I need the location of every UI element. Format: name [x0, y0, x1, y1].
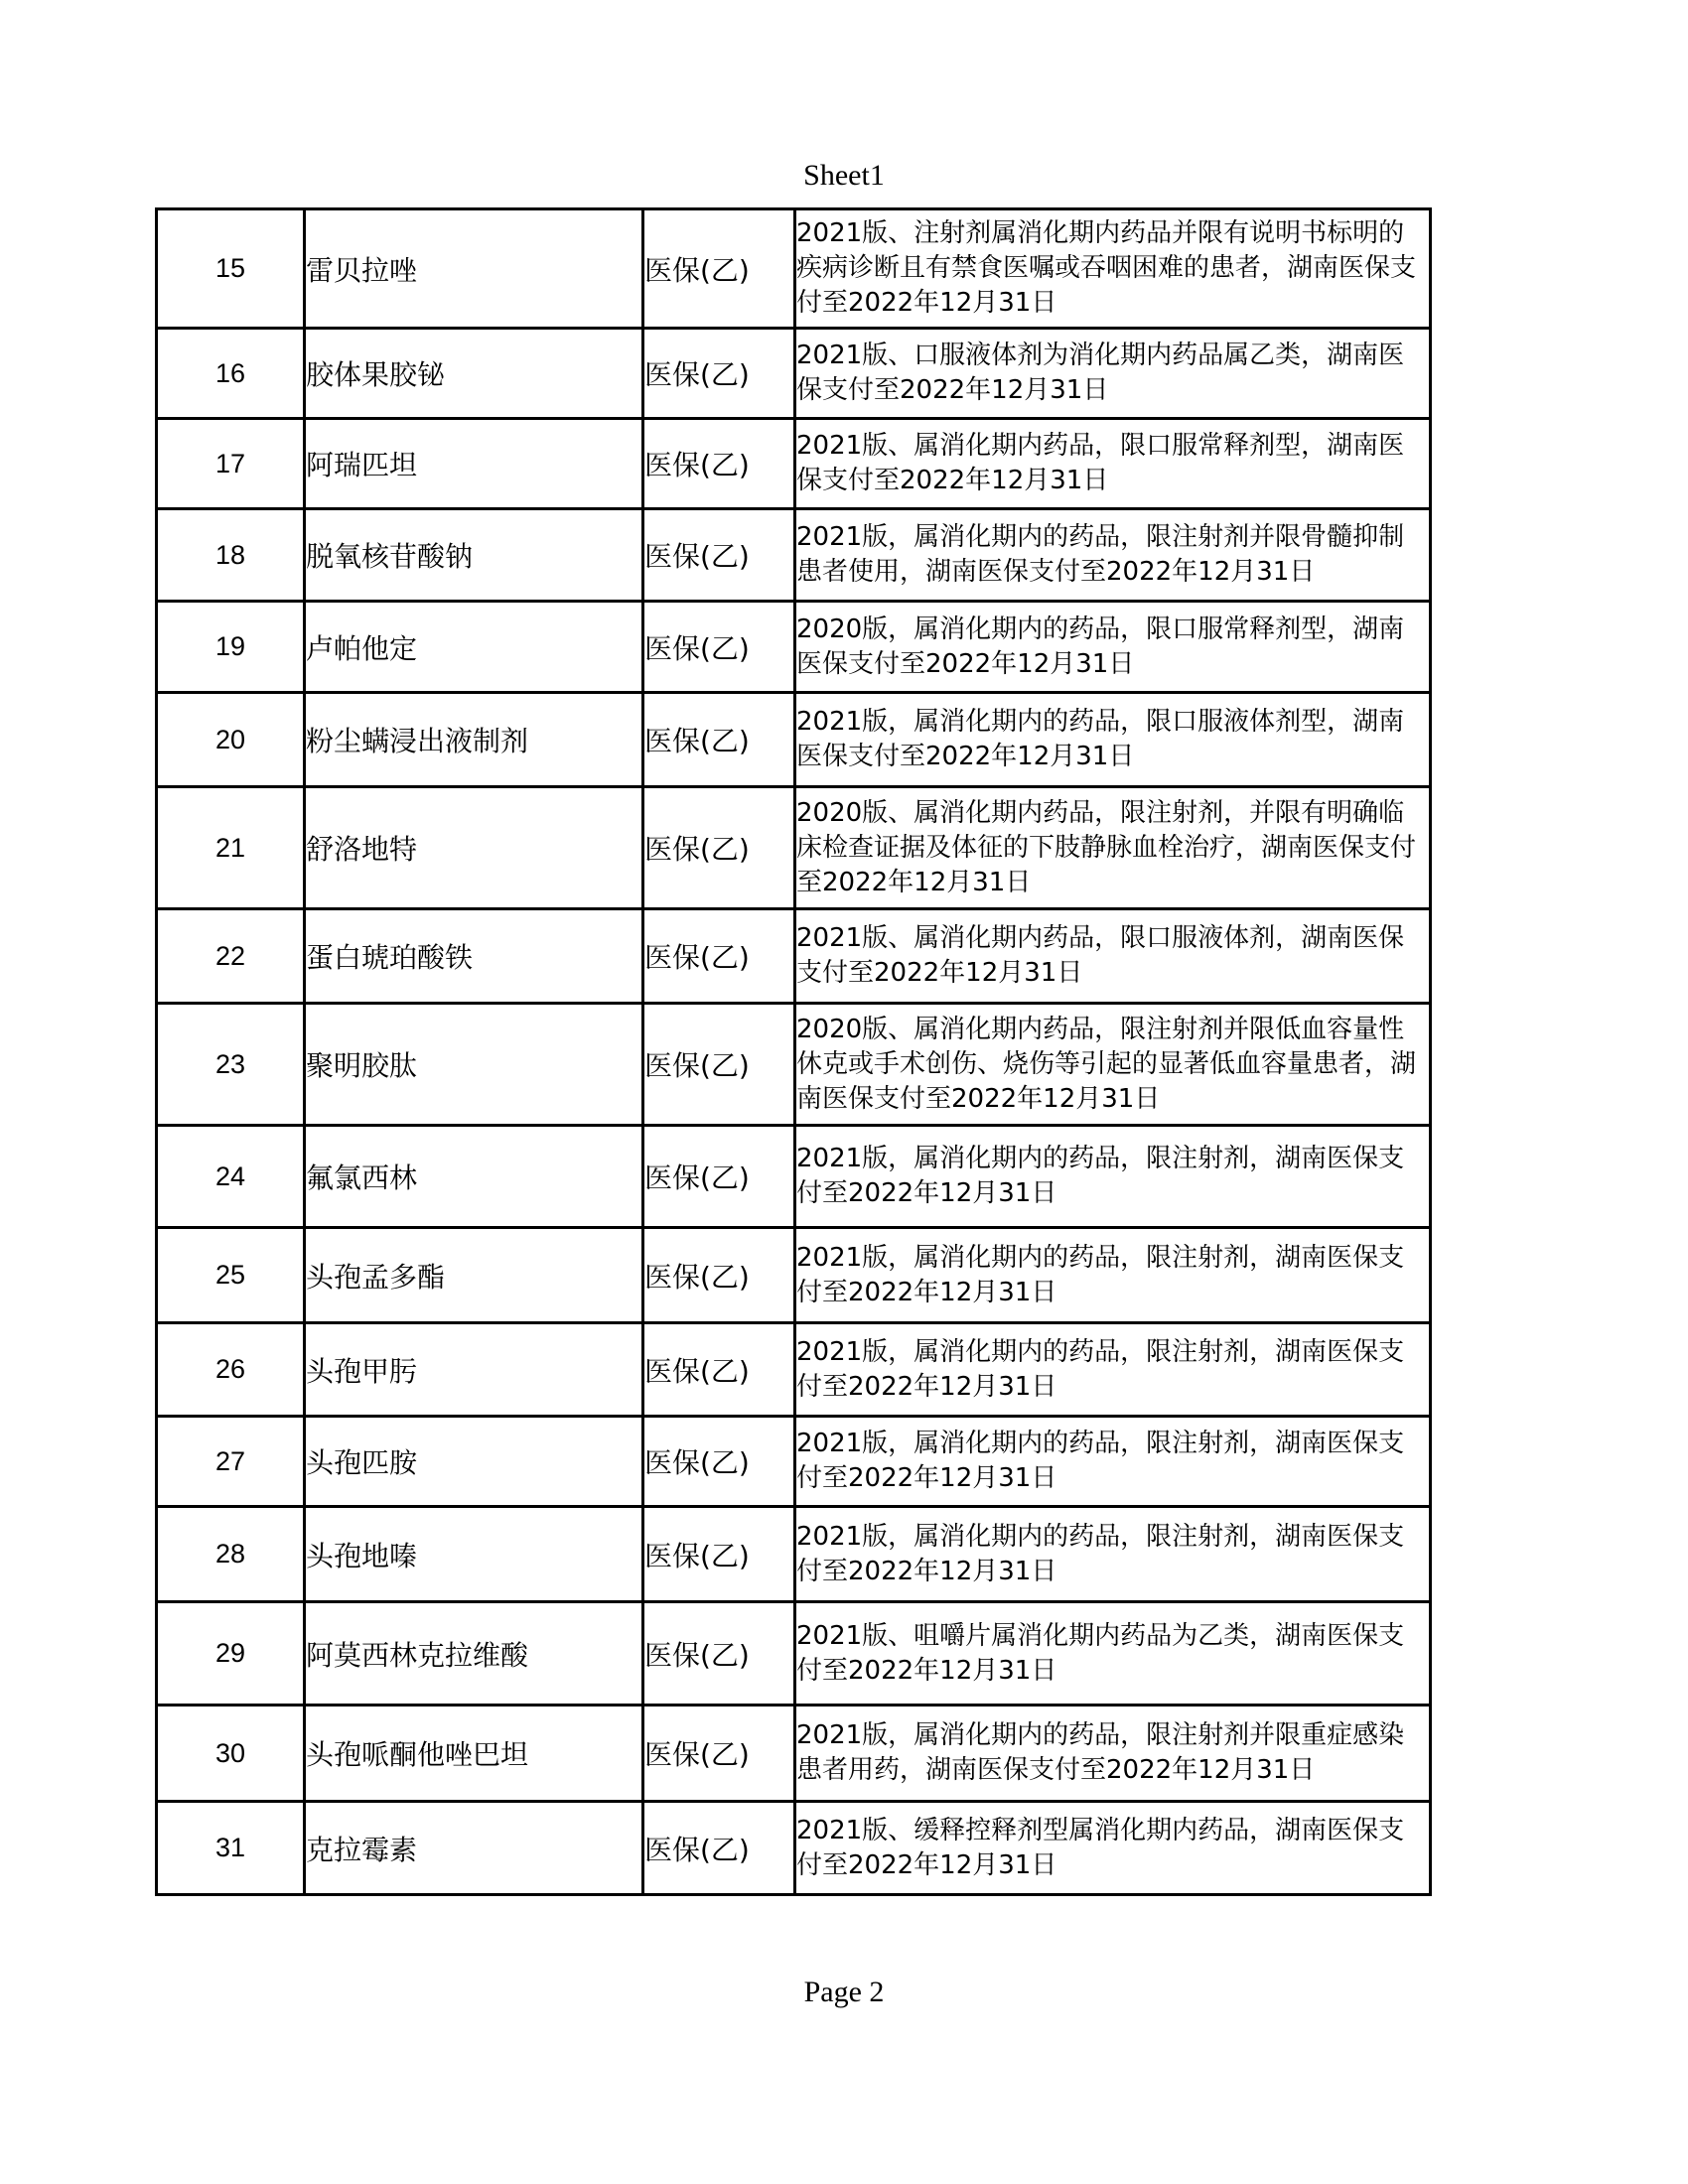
row-number: 23 [157, 1004, 305, 1126]
drug-table [155, 207, 1432, 1896]
insurance-category: 医保(乙) [643, 1602, 795, 1706]
drug-note: 2020版、属消化期内药品，限注射剂并限低血容量性休克或手术创伤、烧伤等引起的显著低血容量患者，湖南医保支付至2022年12月31日 [795, 1004, 1431, 1126]
table-row [157, 1004, 1431, 1126]
insurance-category: 医保(乙) [643, 209, 795, 329]
insurance-category: 医保(乙) [643, 1228, 795, 1323]
row-number: 25 [157, 1228, 305, 1323]
table-row [157, 602, 1431, 693]
table-row [157, 509, 1431, 602]
drug-name: 头孢孟多酯 [305, 1228, 643, 1323]
row-number: 15 [157, 209, 305, 329]
drug-note: 2021版、注射剂属消化期内药品并限有说明书标明的疾病诊断且有禁食医嘱或吞咽困难的患者，湖南医保支付至2022年12月31日 [795, 209, 1431, 329]
drug-note: 2021版，属消化期内的药品，限口服液体剂型，湖南医保支付至2022年12月31日 [795, 693, 1431, 787]
insurance-category: 医保(乙) [643, 693, 795, 787]
drug-name: 胶体果胶铋 [305, 329, 643, 419]
table-row [157, 1228, 1431, 1323]
row-number: 26 [157, 1323, 305, 1417]
drug-name: 头孢匹胺 [305, 1417, 643, 1507]
drug-note: 2021版、属消化期内药品，限口服常释剂型，湖南医保支付至2022年12月31日 [795, 419, 1431, 509]
drug-note: 2021版、口服液体剂为消化期内药品属乙类，湖南医保支付至2022年12月31日 [795, 329, 1431, 419]
drug-note: 2021版、咀嚼片属消化期内药品为乙类，湖南医保支付至2022年12月31日 [795, 1602, 1431, 1706]
insurance-category: 医保(乙) [643, 787, 795, 909]
insurance-category: 医保(乙) [643, 1802, 795, 1895]
drug-name: 卢帕他定 [305, 602, 643, 693]
table-row [157, 1417, 1431, 1507]
row-number: 30 [157, 1706, 305, 1802]
insurance-category: 医保(乙) [643, 419, 795, 509]
row-number: 17 [157, 419, 305, 509]
row-number: 29 [157, 1602, 305, 1706]
table-row [157, 1802, 1431, 1895]
drug-name: 蛋白琥珀酸铁 [305, 909, 643, 1004]
table-row [157, 419, 1431, 509]
insurance-category: 医保(乙) [643, 1004, 795, 1126]
table-row [157, 1323, 1431, 1417]
table-row [157, 693, 1431, 787]
insurance-category: 医保(乙) [643, 602, 795, 693]
drug-note: 2021版，属消化期内的药品，限注射剂并限重症感染患者用药，湖南医保支付至2022年12月31日 [795, 1706, 1431, 1802]
table-row [157, 1507, 1431, 1602]
row-number: 31 [157, 1802, 305, 1895]
row-number: 19 [157, 602, 305, 693]
insurance-category: 医保(乙) [643, 509, 795, 602]
drug-name: 氟氯西林 [305, 1126, 643, 1228]
drug-note: 2021版，属消化期内的药品，限注射剂，湖南医保支付至2022年12月31日 [795, 1323, 1431, 1417]
row-number: 24 [157, 1126, 305, 1228]
insurance-category: 医保(乙) [643, 329, 795, 419]
sheet-title: Sheet1 [803, 159, 885, 192]
table-row [157, 329, 1431, 419]
drug-name: 粉尘螨浸出液制剂 [305, 693, 643, 787]
insurance-category: 医保(乙) [643, 1507, 795, 1602]
row-number: 16 [157, 329, 305, 419]
insurance-category: 医保(乙) [643, 1706, 795, 1802]
insurance-category: 医保(乙) [643, 1126, 795, 1228]
drug-note: 2021版，属消化期内的药品，限注射剂，湖南医保支付至2022年12月31日 [795, 1228, 1431, 1323]
insurance-category: 医保(乙) [643, 1323, 795, 1417]
row-number: 18 [157, 509, 305, 602]
drug-note: 2020版、属消化期内药品，限注射剂，并限有明确临床检查证据及体征的下肢静脉血栓治疗，湖南医保支付至2022年12月31日 [795, 787, 1431, 909]
drug-name: 头孢甲肟 [305, 1323, 643, 1417]
drug-note: 2021版、缓释控释剂型属消化期内药品，湖南医保支付至2022年12月31日 [795, 1802, 1431, 1895]
drug-name: 雷贝拉唑 [305, 209, 643, 329]
page-number: Page 2 [803, 1976, 885, 2008]
drug-note: 2021版，属消化期内的药品，限注射剂并限骨髓抑制患者使用，湖南医保支付至2022年12月31日 [795, 509, 1431, 602]
drug-name: 聚明胶肽 [305, 1004, 643, 1126]
drug-note: 2021版、属消化期内药品，限口服液体剂，湖南医保支付至2022年12月31日 [795, 909, 1431, 1004]
insurance-category: 医保(乙) [643, 1417, 795, 1507]
row-number: 27 [157, 1417, 305, 1507]
row-number: 21 [157, 787, 305, 909]
drug-note: 2021版，属消化期内的药品，限注射剂，湖南医保支付至2022年12月31日 [795, 1507, 1431, 1602]
table-row [157, 1126, 1431, 1228]
drug-name: 舒洛地特 [305, 787, 643, 909]
table-row [157, 787, 1431, 909]
table-row [157, 1602, 1431, 1706]
drug-note: 2021版，属消化期内的药品，限注射剂，湖南医保支付至2022年12月31日 [795, 1126, 1431, 1228]
drug-note: 2021版，属消化期内的药品，限注射剂，湖南医保支付至2022年12月31日 [795, 1417, 1431, 1507]
row-number: 22 [157, 909, 305, 1004]
table-row [157, 1706, 1431, 1802]
drug-name: 头孢地嗪 [305, 1507, 643, 1602]
drug-note: 2020版，属消化期内的药品，限口服常释剂型，湖南医保支付至2022年12月31日 [795, 602, 1431, 693]
drug-name: 脱氧核苷酸钠 [305, 509, 643, 602]
drug-name: 阿瑞匹坦 [305, 419, 643, 509]
drug-name: 克拉霉素 [305, 1802, 643, 1895]
row-number: 20 [157, 693, 305, 787]
table-row [157, 209, 1431, 329]
drug-name: 阿莫西林克拉维酸 [305, 1602, 643, 1706]
row-number: 28 [157, 1507, 305, 1602]
insurance-category: 医保(乙) [643, 909, 795, 1004]
table-row [157, 909, 1431, 1004]
drug-name: 头孢哌酮他唑巴坦 [305, 1706, 643, 1802]
